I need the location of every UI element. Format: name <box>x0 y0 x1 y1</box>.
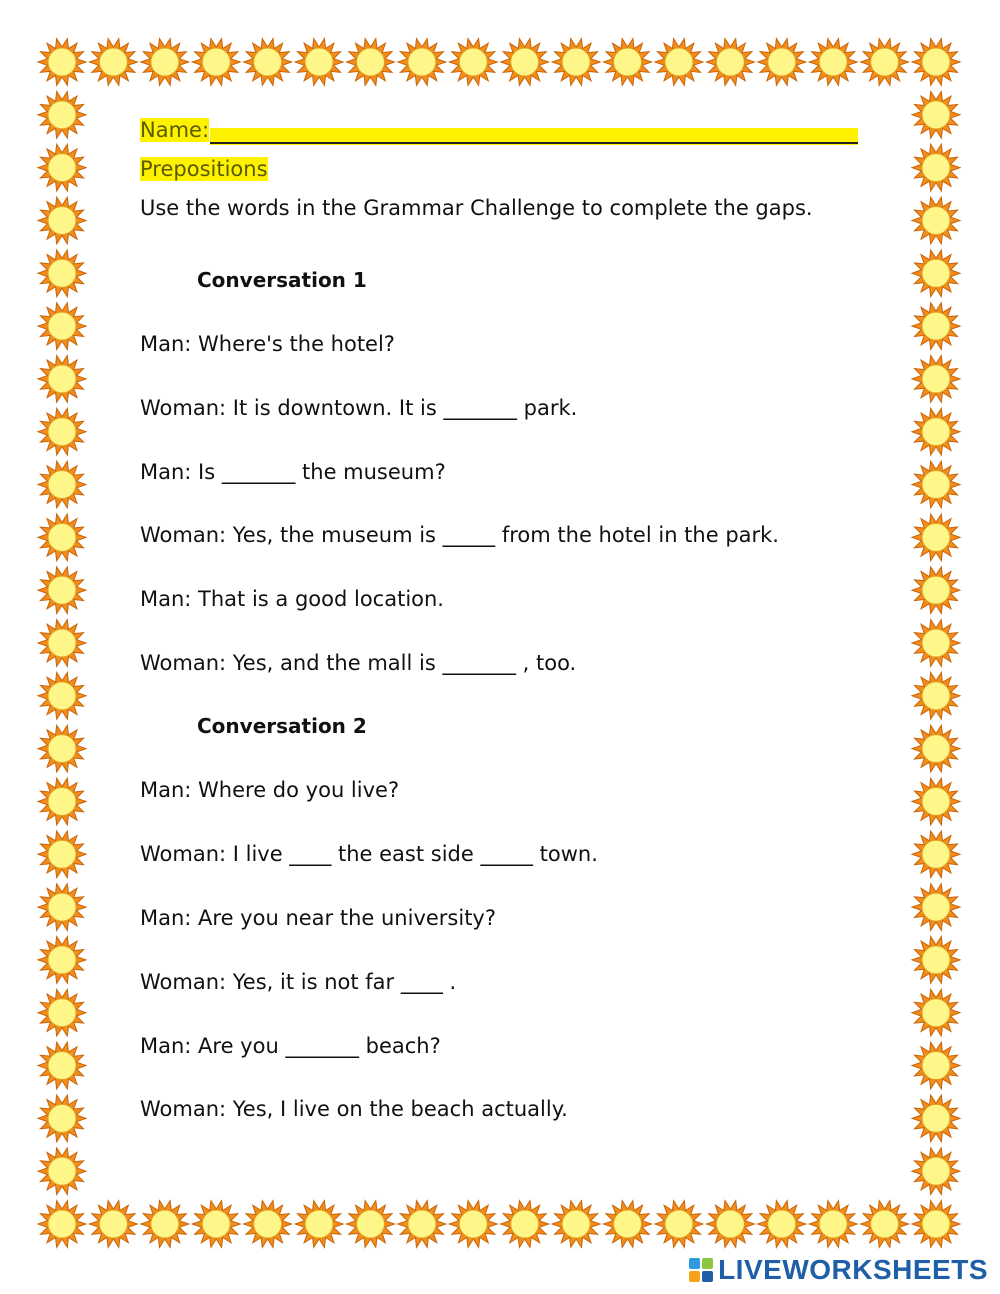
sun-icon <box>912 937 960 984</box>
sun-icon <box>192 39 240 86</box>
sun-icon <box>861 1201 909 1248</box>
sun-icon <box>809 39 857 86</box>
liveworksheets-logo[interactable] <box>688 1253 988 1287</box>
sun-icon <box>501 39 549 86</box>
sun-icon <box>38 725 86 772</box>
sun-icon <box>38 1201 86 1248</box>
sun-icon <box>295 39 343 86</box>
sun-icon <box>912 250 960 297</box>
sun-icon <box>38 91 86 138</box>
sun-icon <box>38 831 86 878</box>
sun-icon <box>912 39 960 86</box>
liveworksheets-logo-icon <box>688 1257 714 1283</box>
sun-icon <box>347 1201 395 1248</box>
sun-icon <box>912 303 960 350</box>
conversation-2-line: Man: Where do you live? <box>140 778 400 802</box>
sun-icon <box>604 1201 652 1248</box>
sun-icon <box>89 1201 137 1248</box>
sun-icon <box>912 567 960 614</box>
sun-icon <box>449 39 497 86</box>
page-title: Prepositions <box>140 157 268 181</box>
sun-icon <box>38 303 86 350</box>
conversation-1-line: Woman: Yes, and the mall is _______ , too. <box>140 651 577 675</box>
logo-text: LIVEWORKSHEETS <box>718 1254 988 1285</box>
name-line[interactable] <box>210 142 858 144</box>
sun-icon <box>912 989 960 1036</box>
conversation-2-line: Woman: Yes, it is not far ____ . <box>140 970 457 994</box>
sun-icon <box>912 144 960 191</box>
name-label: Name: <box>140 118 210 142</box>
sun-icon <box>38 989 86 1036</box>
sun-icon <box>38 408 86 455</box>
instructions: Use the words in the Grammar Challenge to complete the gaps. <box>140 196 813 220</box>
sun-icon <box>38 778 86 825</box>
sun-icon <box>38 39 86 86</box>
conversation-1-line: Woman: Yes, the museum is _____ from the hotel in the park. <box>140 523 779 547</box>
sun-icon <box>38 884 86 931</box>
sun-icon <box>706 39 754 86</box>
sun-icon <box>912 884 960 931</box>
sun-icon <box>912 1095 960 1142</box>
sun-icon <box>38 461 86 508</box>
sun-icon <box>38 356 86 403</box>
sun-icon <box>912 1201 960 1248</box>
sun-icon <box>141 39 189 86</box>
conversation-1-heading: Conversation 1 <box>197 268 367 292</box>
sun-icon <box>38 250 86 297</box>
sun-icon <box>552 1201 600 1248</box>
sun-icon <box>758 1201 806 1248</box>
sun-icon <box>912 831 960 878</box>
sun-icon <box>655 39 703 86</box>
sun-icon <box>501 1201 549 1248</box>
sun-icon <box>912 620 960 667</box>
sun-icon <box>912 91 960 138</box>
sun-icon <box>38 1042 86 1089</box>
sun-icon <box>192 1201 240 1248</box>
sun-icon <box>655 1201 703 1248</box>
conversation-2-line: Man: Are you _______ beach? <box>140 1034 441 1058</box>
sun-icon <box>141 1201 189 1248</box>
sun-icon <box>706 1201 754 1248</box>
sun-icon <box>912 1042 960 1089</box>
sun-icon <box>38 567 86 614</box>
conversation-1-line: Man: Where's the hotel? <box>140 332 395 356</box>
sun-icon <box>398 1201 446 1248</box>
sun-icon <box>295 1201 343 1248</box>
sun-icon <box>244 39 292 86</box>
sun-icon <box>38 1095 86 1142</box>
sun-icon <box>604 39 652 86</box>
sun-icon <box>809 1201 857 1248</box>
conversation-2-line: Woman: Yes, I live on the beach actually. <box>140 1097 568 1121</box>
sun-icon <box>38 514 86 561</box>
sun-icon <box>912 672 960 719</box>
sun-icon <box>38 672 86 719</box>
sun-icon <box>758 39 806 86</box>
sun-icon <box>912 514 960 561</box>
conversation-1-line: Man: Is _______ the museum? <box>140 460 446 484</box>
conversation-2-line: Man: Are you near the university? <box>140 906 497 930</box>
sun-icon <box>38 620 86 667</box>
conversation-2-heading: Conversation 2 <box>197 714 367 738</box>
conversation-1-line: Woman: It is downtown. It is _______ park. <box>140 396 578 420</box>
conversation-2-line: Woman: I live ____ the east side _____ town. <box>140 842 598 866</box>
sun-icon <box>552 39 600 86</box>
sun-icon <box>398 39 446 86</box>
sun-icon <box>38 197 86 244</box>
sun-icon <box>912 408 960 455</box>
sun-icon <box>244 1201 292 1248</box>
sun-icon <box>912 778 960 825</box>
sun-icon <box>449 1201 497 1248</box>
sun-icon <box>912 461 960 508</box>
sun-icon <box>912 1148 960 1195</box>
sun-icon <box>912 356 960 403</box>
sun-icon <box>38 144 86 191</box>
sun-icon <box>912 197 960 244</box>
conversation-1-line: Man: That is a good location. <box>140 587 444 611</box>
sun-icon <box>347 39 395 86</box>
sun-icon <box>38 1148 86 1195</box>
sun-icon <box>38 937 86 984</box>
sun-icon <box>912 725 960 772</box>
sun-icon <box>89 39 137 86</box>
sun-icon <box>861 39 909 86</box>
